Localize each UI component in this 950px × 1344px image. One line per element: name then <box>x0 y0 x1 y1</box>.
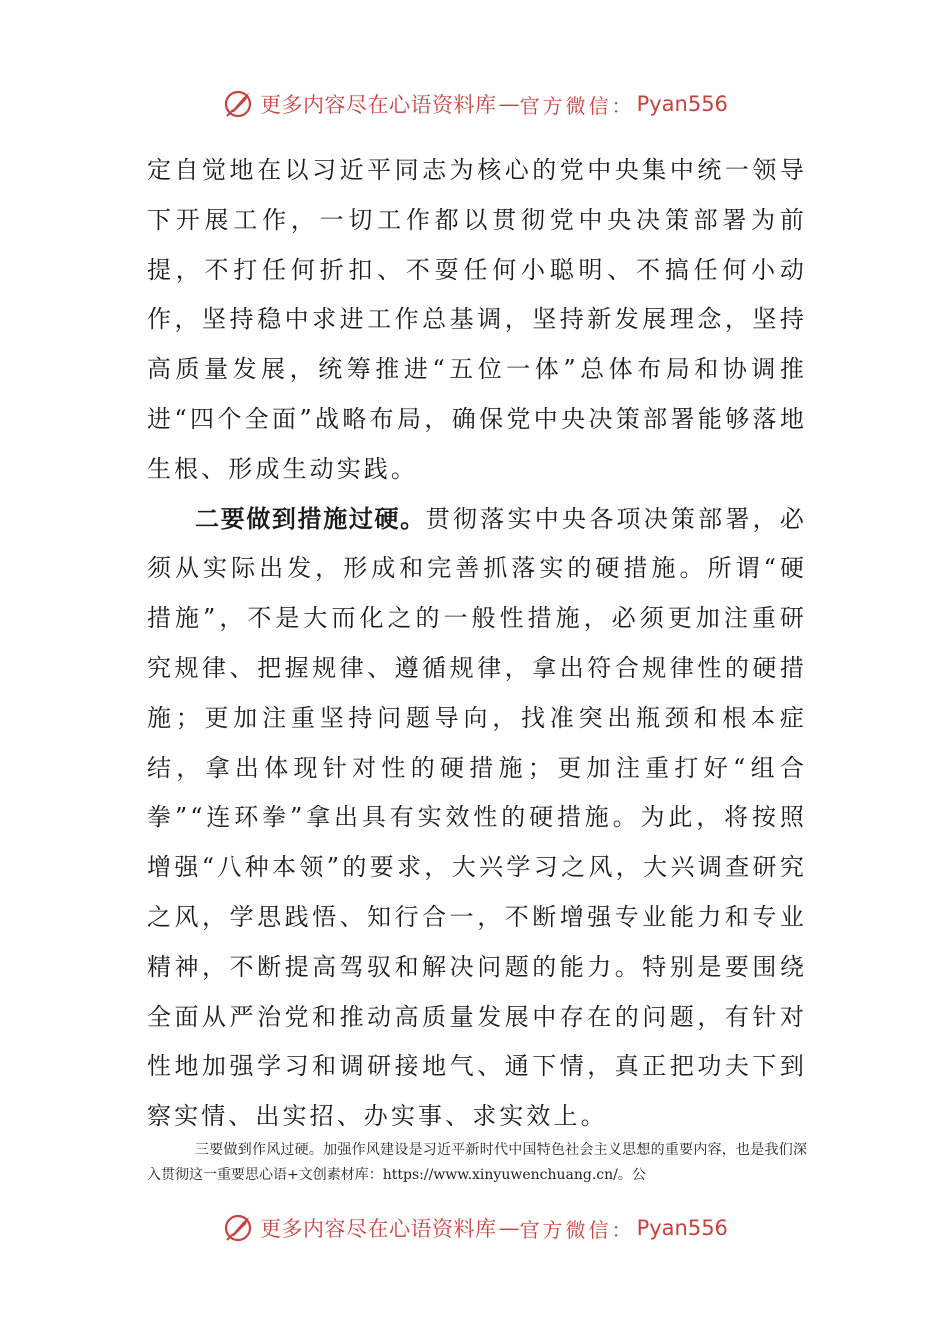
document-body <box>147 146 807 1142</box>
quill-logo-icon <box>222 87 256 121</box>
footer-banner <box>0 1208 950 1248</box>
header-banner <box>0 84 950 124</box>
footer-wechat-id: Pyan556 <box>636 1216 728 1240</box>
banner-separator: — <box>498 92 518 116</box>
section-two-paragraph <box>147 495 807 1142</box>
banner-brand-text: 更多内容尽在心语资料库 <box>260 93 497 117</box>
section-two-heading: 二要做到措施过硬。 <box>195 504 426 533</box>
footer-separator: — <box>498 1216 518 1240</box>
banner-wechat-label: 官方微信： <box>519 93 635 118</box>
footer-brand-text: 更多内容尽在心语资料库 <box>260 1217 497 1241</box>
quill-logo-icon <box>222 1211 256 1245</box>
footnote-text: 三要做到作风过硬。加强作风建设是习近平新时代中国特色社会主义思想的重要内容，也是我们深入贯彻这一重要思心语+文创素材库：https://www.xinyuwenchuang.cn/。公 <box>147 1142 807 1183</box>
footer-wechat-label: 官方微信： <box>519 1217 635 1242</box>
continuation-paragraph: 定自觉地在以习近平同志为核心的党中央集中统一领导下开展工作，一切工作都以贯彻党中央决策部署为前提，不打任何折扣、不耍任何小聪明、不搞任何小动作，坚持稳中求进工作总基调，坚持新发展理念，坚持高质量发展，统筹推进“五位一体”总体布局和协调推进“四个全面”战略布局，确保党中央决策部署能够落地生根、形成生动实践。 <box>147 156 807 483</box>
footnote-block <box>147 1138 807 1188</box>
banner-wechat-id: Pyan556 <box>636 92 728 116</box>
section-two-body: 贯彻落实中央各项决策部署，必须从实际出发，形成和完善抓落实的硬措施。所谓“硬措施”，不是大而化之的一般性措施，必须更加注重研究规律、把握规律、遵循规律，拿出符合规律性的硬措施；更加注重坚持问题导向，找准突出瓶颈和根本症结，拿出体现针对性的硬措施；更加注重打好“组合拳”“连环拳”拿出具有实效性的硬措施。为此，将按照增强“八种本领”的要求，大兴学习之风，大兴调查研究之风，学思践悟、知行合一，不断增强专业能力和专业精神，不断提高驾驭和解决问题的能力。特别是要围绕全面从严治党和推动高质量发展中存在的问题，有针对性地加强学习和调研接地气、通下情，真正把功夫下到察实情、出实招、办实事、求实效上。 <box>147 504 807 1131</box>
